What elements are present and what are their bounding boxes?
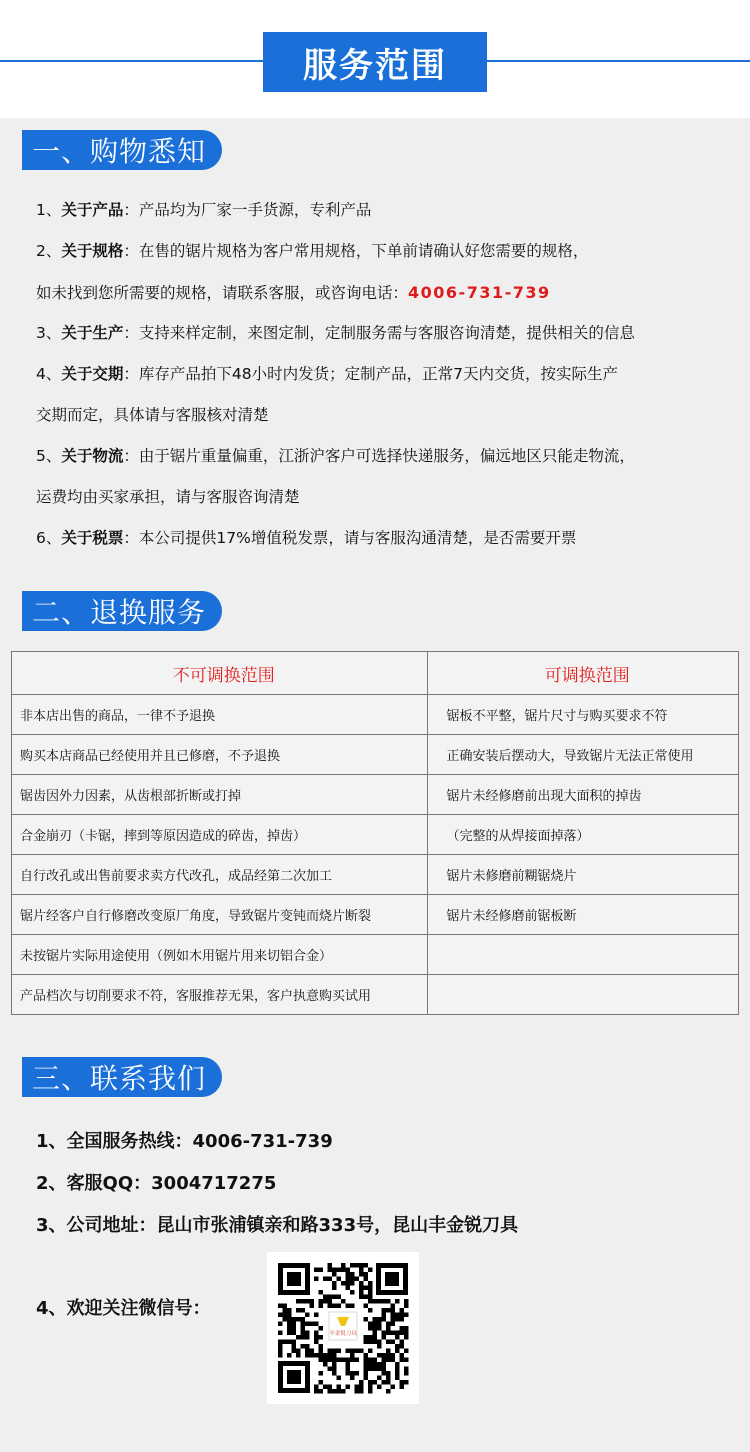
note-number: 4、 — [36, 365, 62, 383]
table-cell: 锯片经客户自行修磨改变原厂角度，导致锯片变钝而烧片断裂 — [12, 895, 428, 935]
note-label: 关于交期 — [61, 365, 124, 383]
qq-number[interactable]: 3004717275 — [151, 1173, 277, 1194]
table-cell: 正确安装后摆动大，导致锯片无法正常使用 — [428, 735, 739, 775]
table-row — [12, 775, 739, 815]
note-separator: ： — [123, 529, 139, 547]
section-title-contact: 三、联系我们 — [22, 1057, 222, 1097]
note-number: 3、 — [36, 324, 62, 342]
note-text: 由于锯片重量偏重，江浙沪客户可选择快递服务，偏远地区只能走物流， — [138, 447, 635, 465]
note-line — [36, 272, 736, 313]
table-cell: 锯片未修磨前糊锯烧片 — [428, 855, 739, 895]
table-cell — [428, 935, 739, 975]
note-line — [36, 436, 736, 477]
table-header-row — [12, 652, 739, 695]
wechat-qr-code — [267, 1252, 419, 1404]
table-cell: 产品档次与切削要求不符，客服推荐无果，客户执意购买试用 — [12, 975, 428, 1015]
table-row — [12, 815, 739, 855]
note-separator: ： — [123, 201, 139, 219]
wechat-label: 4、欢迎关注微信号： — [36, 1298, 211, 1319]
table-cell: 合金崩刃（卡锯，摔到等原因造成的碎齿，掉齿） — [12, 815, 428, 855]
contact-label: 3、公司地址： — [36, 1215, 157, 1236]
note-label: 关于物流 — [61, 447, 124, 465]
note-line — [36, 313, 736, 354]
address-text: 昆山市张浦镇亲和路333号，昆山丰金锐刀具 — [156, 1215, 519, 1236]
note-text: 产品均为厂家一手货源，专利产品 — [138, 201, 372, 219]
note-text: 库存产品拍下48小时内发货；定制产品，正常7天内交货，按实际生产 — [138, 365, 618, 383]
note-number: 2、 — [36, 242, 62, 260]
note-number: 5、 — [36, 447, 62, 465]
table-cell: 锯板不平整，锯片尺寸与购买要求不符 — [428, 695, 739, 735]
note-text: 支持来样定制，来图定制，定制服务需与客服咨询清楚，提供相关的信息 — [138, 324, 635, 342]
table-cell: 锯齿因外力因素，从齿根部折断或打掉 — [12, 775, 428, 815]
note-text: 运费均由买家承担，请与客服咨询清楚 — [36, 488, 300, 506]
column-header-exchangeable: 可调换范围 — [428, 652, 739, 695]
table-cell: 自行改孔或出售前要求卖方代改孔，成品经第二次加工 — [12, 855, 428, 895]
section-title-returns: 二、退换服务 — [22, 591, 222, 631]
phone-number[interactable]: 4006-731-739 — [408, 283, 551, 302]
table-cell: 锯片未经修磨前出现大面积的掉齿 — [428, 775, 739, 815]
table-row — [12, 895, 739, 935]
note-text: 如未找到您所需要的规格，请联系客服，或咨询电话： — [36, 284, 409, 302]
qr-code-image — [267, 1252, 419, 1404]
note-separator: ： — [123, 242, 139, 260]
table-cell — [428, 975, 739, 1015]
column-header-non-exchangeable: 不可调换范围 — [12, 652, 428, 695]
note-text: 交期而定，具体请与客服核对清楚 — [36, 406, 269, 424]
contact-list — [36, 1122, 736, 1248]
table-row — [12, 975, 739, 1015]
note-text: 本公司提供17%增值税发票，请与客服沟通清楚，是否需要开票 — [138, 529, 577, 547]
returns-table — [11, 651, 739, 1015]
note-number: 6、 — [36, 529, 62, 547]
contact-label: 2、客服QQ： — [36, 1173, 152, 1194]
qr-logo-text: 丰金锐刀具 — [329, 1331, 357, 1337]
note-separator: ： — [123, 447, 139, 465]
note-line — [36, 518, 736, 559]
note-text: 在售的锯片规格为客户常用规格，下单前请确认好您需要的规格， — [138, 242, 589, 260]
table-row — [12, 735, 739, 775]
contact-hotline — [36, 1122, 736, 1164]
note-label: 关于生产 — [61, 324, 124, 342]
table-cell: 购买本店商品已经使用并且已修磨，不予退换 — [12, 735, 428, 775]
table-cell: 锯片未经修磨前锯板断 — [428, 895, 739, 935]
contact-label: 1、全国服务热线： — [36, 1131, 193, 1152]
note-number: 1、 — [36, 201, 62, 219]
contact-qq — [36, 1164, 736, 1206]
note-label: 关于规格 — [61, 242, 124, 260]
note-line — [36, 190, 736, 231]
note-line — [36, 231, 736, 272]
note-separator: ： — [123, 365, 139, 383]
contact-address — [36, 1206, 736, 1248]
note-line — [36, 395, 736, 436]
note-line — [36, 354, 736, 395]
hotline-number[interactable]: 4006-731-739 — [192, 1131, 333, 1152]
table-cell: （完整的从焊接面掉落） — [428, 815, 739, 855]
table-row — [12, 935, 739, 975]
section-title-shopping: 一、购物悉知 — [22, 130, 222, 170]
note-label: 关于产品 — [61, 201, 124, 219]
page-title: 服务范围 — [263, 32, 487, 92]
table-row — [12, 855, 739, 895]
table-cell: 未按锯片实际用途使用（例如木用锯片用来切铝合金） — [12, 935, 428, 975]
shopping-notes — [36, 190, 736, 559]
note-separator: ： — [123, 324, 139, 342]
note-label: 关于税票 — [61, 529, 124, 547]
note-line — [36, 477, 736, 518]
table-cell: 非本店出售的商品，一律不予退换 — [12, 695, 428, 735]
table-row — [12, 695, 739, 735]
